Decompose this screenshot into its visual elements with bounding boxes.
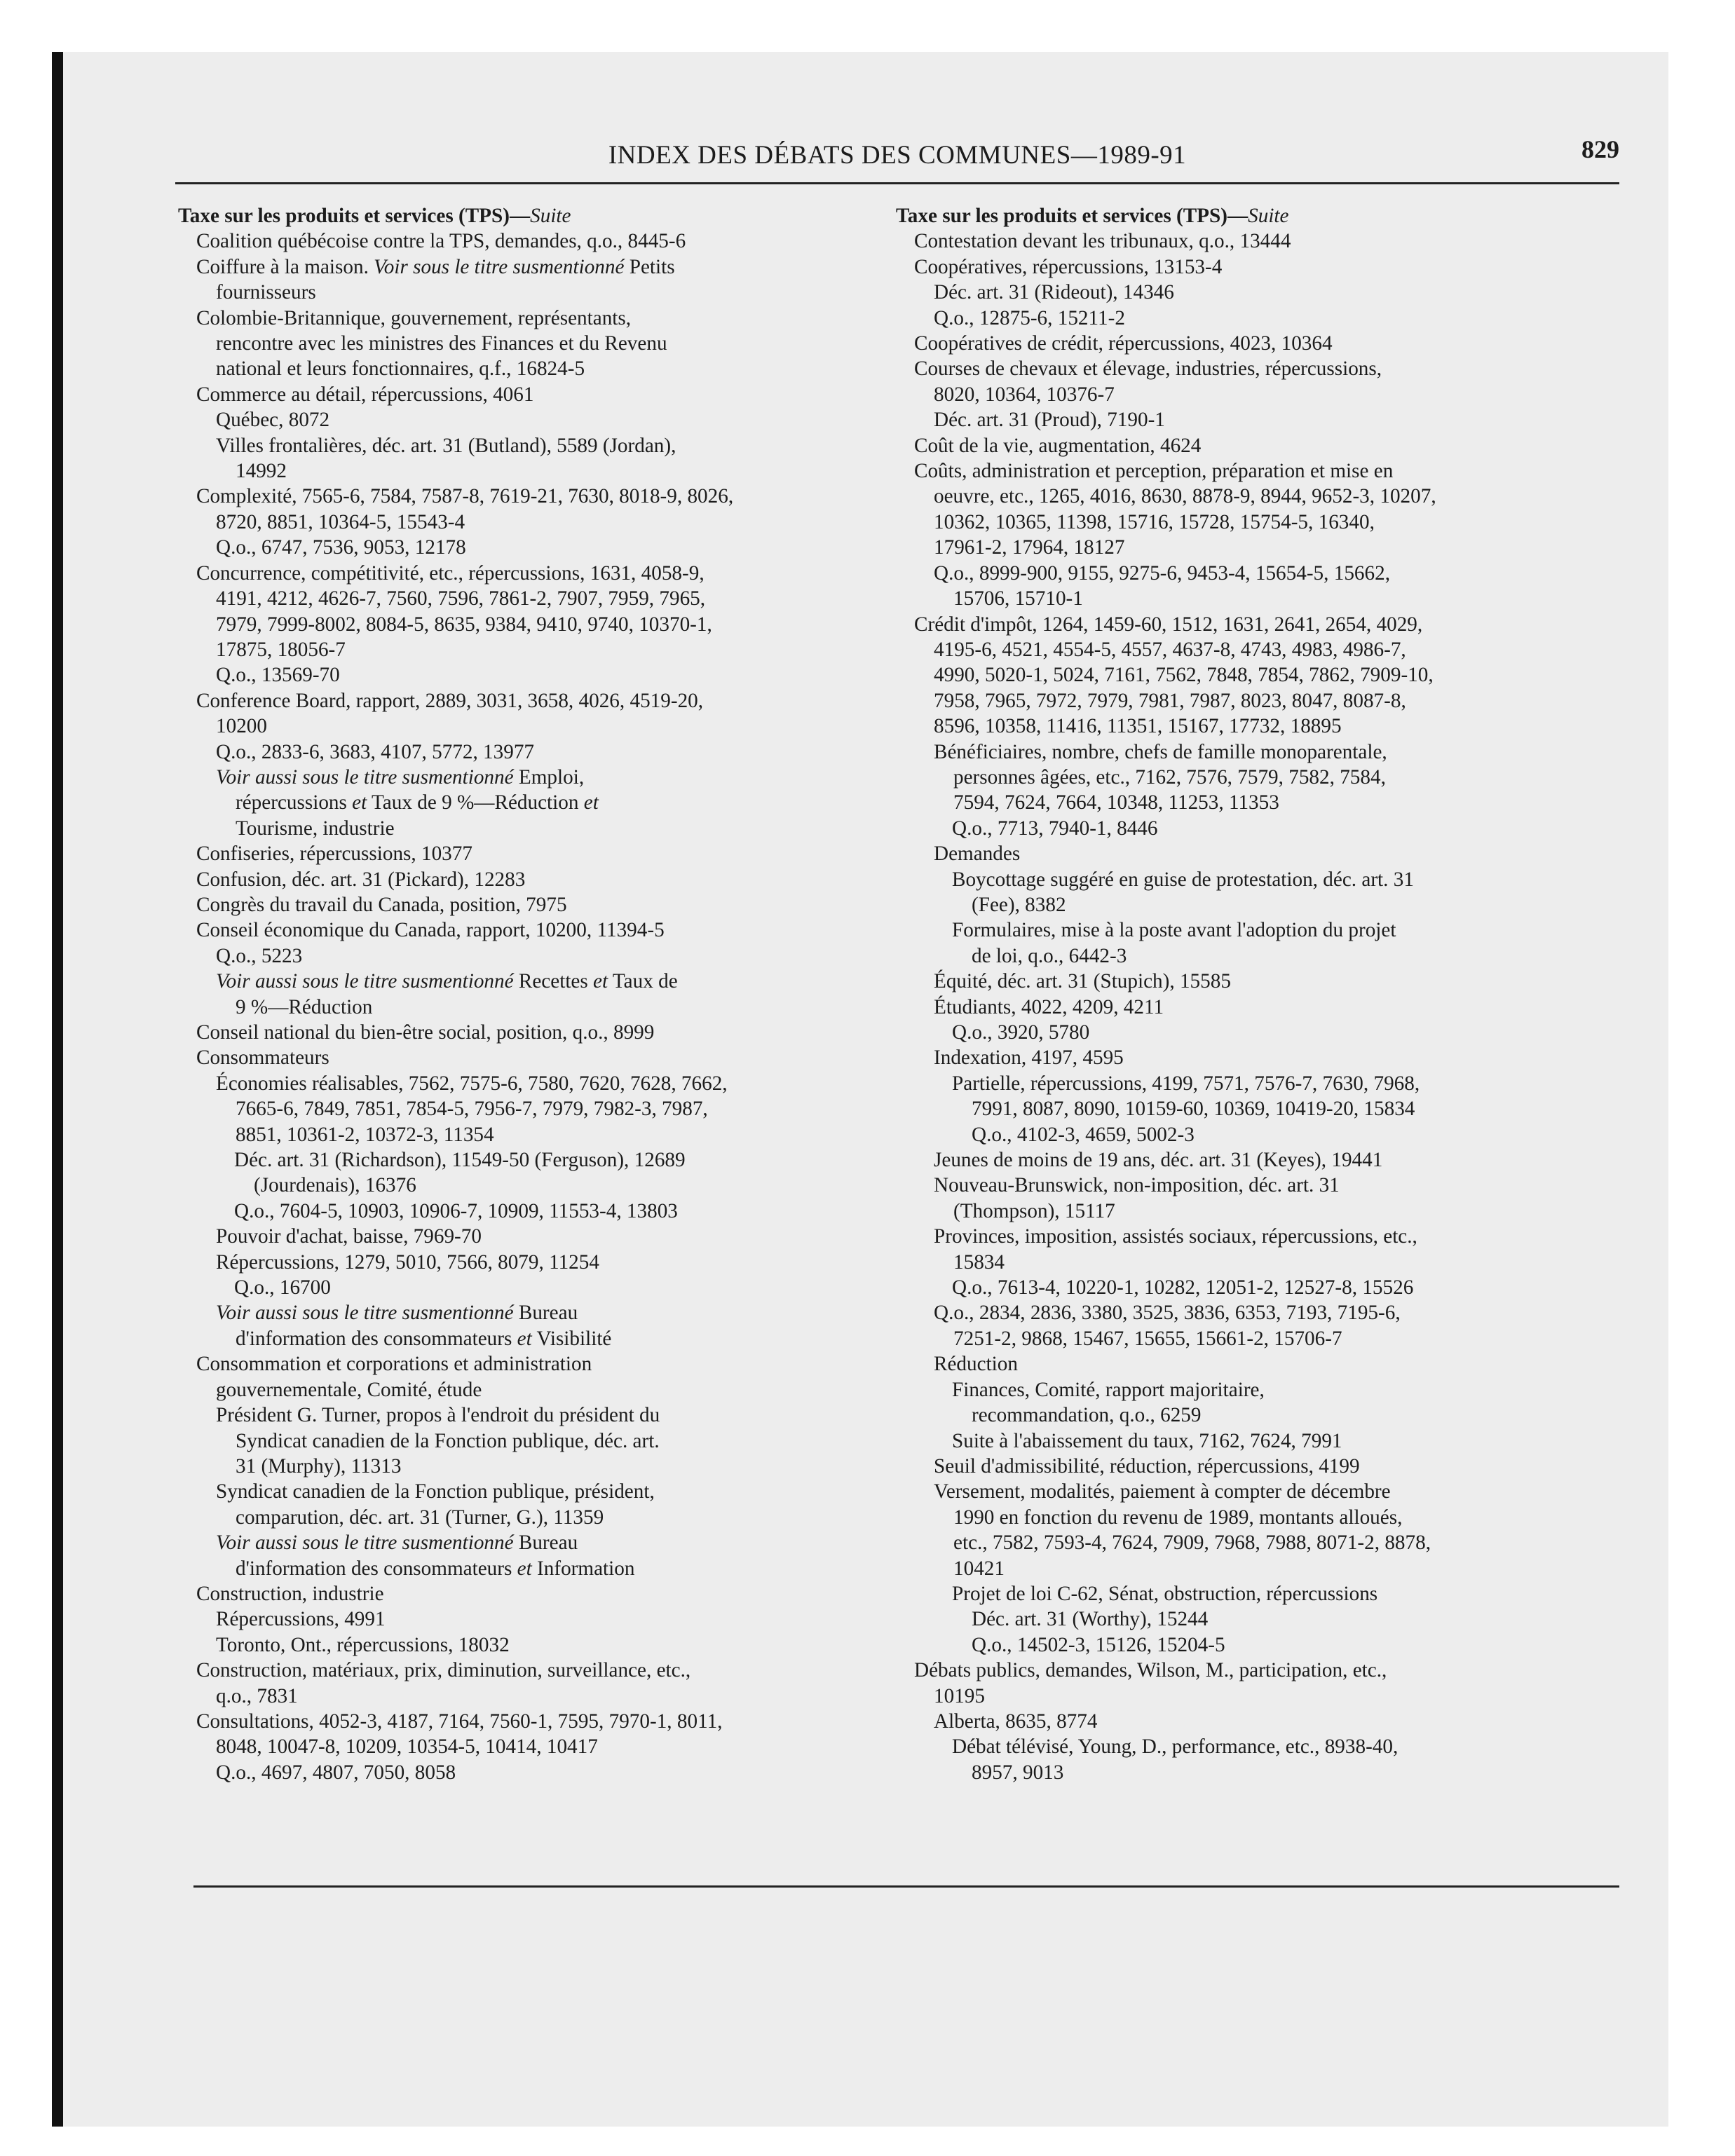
index-entry xyxy=(178,1275,879,1300)
entry-text: Répercussions, 4991 xyxy=(216,1608,386,1631)
index-entry xyxy=(896,1224,1625,1249)
entry-text: Confusion, déc. art. 31 (Pickard), 12283 xyxy=(196,868,526,891)
cross-reference-text: et xyxy=(352,791,367,814)
index-entry-continuation xyxy=(178,637,879,662)
index-entry xyxy=(896,433,1625,458)
entry-text: Nouveau-Brunswick, non-imposition, déc. art. 31 xyxy=(934,1174,1340,1197)
index-entry xyxy=(178,688,879,714)
index-entry xyxy=(178,892,879,917)
index-entry-continuation xyxy=(896,535,1625,560)
entry-text: Q.o., 7713, 7940-1, 8446 xyxy=(952,817,1158,840)
index-entry-continuation xyxy=(178,1122,879,1147)
entry-text: Déc. art. 31 (Worthy), 15244 xyxy=(972,1608,1209,1631)
index-entry-continuation xyxy=(178,612,879,637)
index-entry xyxy=(896,995,1625,1020)
entry-text: 4195-6, 4521, 4554-5, 4557, 4637-8, 4743, 4983, 4986-7, xyxy=(934,638,1406,661)
entry-text: Colombie-Britannique, gouvernement, représentants, xyxy=(196,306,632,329)
entry-text: 17961-2, 17964, 18127 xyxy=(934,536,1125,559)
index-entry xyxy=(178,561,879,586)
entry-text: oeuvre, etc., 1265, 4016, 8630, 8878-9, 8944, 9652-3, 10207, xyxy=(934,485,1436,508)
entry-text: Emploi, xyxy=(513,765,585,789)
index-entry xyxy=(178,1300,879,1325)
index-entry-continuation xyxy=(178,586,879,611)
index-entry xyxy=(896,1479,1625,1504)
entry-text: Q.o., 6747, 7536, 9053, 12178 xyxy=(216,536,466,559)
entry-text: Commerce au détail, répercussions, 4061 xyxy=(196,383,534,406)
index-entry-continuation xyxy=(178,714,879,739)
entry-text: Déc. art. 31 (Richardson), 11549-50 (Ferguson), 12689 xyxy=(234,1149,686,1172)
index-entry xyxy=(178,1147,879,1173)
entry-text: 14992 xyxy=(236,460,287,483)
index-entry xyxy=(178,484,879,509)
index-entry-continuation xyxy=(896,892,1625,917)
entry-text: Demandes xyxy=(934,842,1021,866)
index-entry-continuation xyxy=(178,1454,879,1479)
index-entry xyxy=(896,1147,1625,1173)
index-entry-continuation xyxy=(896,1250,1625,1275)
entry-text: Conference Board, rapport, 2889, 3031, 3658, 4026, 4519-20, xyxy=(196,689,704,712)
entry-text: 7665-6, 7849, 7851, 7854-5, 7956-7, 7979, 7982-3, 7987, xyxy=(236,1098,708,1121)
entry-text: (Thompson), 15117 xyxy=(953,1199,1115,1222)
entry-text: Villes frontalières, déc. art. 31 (Butland), 5589 (Jordan), xyxy=(216,434,676,457)
index-entry xyxy=(178,1071,879,1096)
index-entry xyxy=(896,1377,1625,1403)
cross-reference-text: et xyxy=(583,791,599,814)
index-entry xyxy=(178,1351,879,1377)
index-entry-continuation xyxy=(896,1556,1625,1581)
entry-text: Consommateurs xyxy=(196,1046,329,1070)
index-entry xyxy=(896,969,1625,994)
entry-text: Q.o., 12875-6, 15211-2 xyxy=(934,306,1125,329)
entry-text: Q.o., 2834, 2836, 3380, 3525, 3836, 6353, 7193, 7195-6, xyxy=(934,1302,1401,1325)
index-entry xyxy=(896,254,1625,280)
index-entry xyxy=(178,662,879,688)
entry-text: Coiffure à la maison. xyxy=(196,255,374,278)
entry-text: 7594, 7624, 7664, 10348, 11253, 11353 xyxy=(953,791,1279,814)
entry-text: Déc. art. 31 (Proud), 7190-1 xyxy=(934,409,1165,432)
entry-text: Débats publics, demandes, Wilson, M., participation, etc., xyxy=(914,1659,1387,1682)
index-entry xyxy=(896,841,1625,866)
entry-text: Q.o., 14502-3, 15126, 15204-5 xyxy=(972,1633,1225,1656)
entry-text: national et leurs fonctionnaires, q.f., 16824-5 xyxy=(216,357,585,381)
index-entry xyxy=(178,739,879,765)
index-entry-continuation xyxy=(896,790,1625,815)
index-entry xyxy=(178,841,879,866)
entry-text: Information xyxy=(531,1557,635,1580)
entry-text: Provinces, imposition, assistés sociaux, répercussions, etc., xyxy=(934,1225,1417,1248)
index-entry-continuation xyxy=(896,1096,1625,1121)
entry-text: Construction, matériaux, prix, diminution, surveillance, etc., xyxy=(196,1659,691,1682)
heading-text: Taxe sur les produits et services (TPS)— xyxy=(896,205,1248,227)
entry-text: Taux de xyxy=(608,970,678,993)
entry-text: Q.o., 3920, 5780 xyxy=(952,1021,1090,1044)
entry-text: Bénéficiaires, nombre, chefs de famille monoparentale, xyxy=(934,740,1387,763)
entry-text: 7958, 7965, 7972, 7979, 7981, 7987, 8023, 8047, 8087-8, xyxy=(934,689,1406,712)
entry-text: Québec, 8072 xyxy=(216,409,330,432)
entry-text: 15706, 15710-1 xyxy=(953,587,1083,610)
index-entry-continuation xyxy=(896,1632,1625,1658)
index-entry-continuation xyxy=(896,1199,1625,1224)
cross-reference-text: et xyxy=(517,1327,532,1350)
entry-text: Suite à l'abaissement du taux, 7162, 7624, 7991 xyxy=(952,1429,1342,1452)
entry-text: Tourisme, industrie xyxy=(236,817,395,840)
index-entry xyxy=(896,561,1625,586)
entry-text: Concurrence, compétitivité, etc., répercussions, 1631, 4058-9, xyxy=(196,561,705,585)
index-entry xyxy=(178,969,879,994)
index-entry xyxy=(178,382,879,407)
entry-text: Toronto, Ont., répercussions, 18032 xyxy=(216,1633,510,1656)
entry-text: Indexation, 4197, 4595 xyxy=(934,1046,1124,1070)
index-entry xyxy=(896,228,1625,254)
index-entry-continuation xyxy=(896,943,1625,969)
entry-text: Répercussions, 1279, 5010, 7566, 8079, 11254 xyxy=(216,1250,599,1274)
entry-text: fournisseurs xyxy=(216,281,316,304)
entry-text: Q.o., 5223 xyxy=(216,944,303,967)
index-entry xyxy=(896,407,1625,432)
index-entry-continuation xyxy=(896,688,1625,714)
entry-text: 7991, 8087, 8090, 10159-60, 10369, 10419-20, 15834 xyxy=(972,1098,1415,1121)
index-entry-continuation xyxy=(896,484,1625,509)
cross-reference-text: Voir aussi sous le titre susmentionné xyxy=(216,970,514,993)
index-entry xyxy=(896,1300,1625,1325)
entry-text: 8851, 10361-2, 10372-3, 11354 xyxy=(236,1123,494,1146)
entry-text: Déc. art. 31 (Rideout), 14346 xyxy=(934,281,1174,304)
entry-text: Coût de la vie, augmentation, 4624 xyxy=(914,434,1202,457)
index-entry-continuation xyxy=(896,765,1625,790)
cross-reference-text: et xyxy=(593,970,608,993)
index-entry-continuation xyxy=(896,714,1625,739)
page-header xyxy=(175,135,1619,177)
entry-text: Seuil d'admissibilité, réduction, répercussions, 4199 xyxy=(934,1454,1360,1478)
index-entry xyxy=(896,1709,1625,1734)
entry-text: Projet de loi C-62, Sénat, obstruction, répercussions xyxy=(952,1582,1378,1605)
left-index-column xyxy=(178,203,879,1785)
entry-text: Équité, déc. art. 31 (Stupich), 15585 xyxy=(934,970,1231,993)
entry-text: 10195 xyxy=(934,1684,985,1707)
index-entry xyxy=(178,1709,879,1734)
index-entry xyxy=(178,1760,879,1785)
entry-text: 7251-2, 9868, 15467, 15655, 15661-2, 15706-7 xyxy=(953,1327,1342,1350)
index-entry xyxy=(178,1581,879,1606)
entry-text: Versement, modalités, paiement à compter de décembre xyxy=(934,1480,1391,1503)
index-entry-continuation xyxy=(178,1173,879,1198)
scan-binding-edge xyxy=(52,52,63,2127)
entry-text: recommandation, q.o., 6259 xyxy=(972,1404,1202,1427)
index-entry xyxy=(896,1275,1625,1300)
index-entry xyxy=(178,254,879,280)
index-entry xyxy=(178,1403,879,1428)
index-entry xyxy=(178,1250,879,1275)
index-entry xyxy=(178,1479,879,1504)
entry-text: d'information des consommateurs xyxy=(236,1327,517,1350)
index-entry xyxy=(178,407,879,432)
index-entry-continuation xyxy=(896,1122,1625,1147)
entry-text: de loi, q.o., 6442-3 xyxy=(972,944,1127,967)
entry-text: Coûts, administration et perception, préparation et mise en xyxy=(914,460,1394,483)
entry-text: Q.o., 7604-5, 10903, 10906-7, 10909, 11553-4, 13803 xyxy=(234,1199,678,1222)
index-entry-continuation xyxy=(178,1096,879,1121)
index-entry-continuation xyxy=(178,1734,879,1759)
index-entry xyxy=(896,1734,1625,1759)
entry-text: (Fee), 8382 xyxy=(972,893,1066,916)
index-entry xyxy=(896,1454,1625,1479)
index-entry-continuation xyxy=(178,1556,879,1581)
entry-text: Conseil économique du Canada, rapport, 10200, 11394-5 xyxy=(196,919,665,942)
entry-text: personnes âgées, etc., 7162, 7576, 7579, 7582, 7584, xyxy=(953,765,1386,789)
index-entry xyxy=(896,1173,1625,1198)
entry-text: Coopératives de crédit, répercussions, 4023, 10364 xyxy=(914,332,1333,355)
index-entry-continuation xyxy=(178,790,879,815)
index-entry-continuation xyxy=(896,1684,1625,1709)
index-entry xyxy=(178,867,879,892)
entry-text: Pouvoir d'achat, baisse, 7969-70 xyxy=(216,1225,482,1248)
entry-text: 10362, 10365, 11398, 15716, 15728, 15754-5, 16340, xyxy=(934,510,1375,533)
index-entry-continuation xyxy=(896,1326,1625,1351)
index-entry xyxy=(896,458,1625,484)
entry-text: Confiseries, répercussions, 10377 xyxy=(196,842,472,866)
index-entry xyxy=(896,1581,1625,1606)
index-entry-continuation xyxy=(896,510,1625,535)
page-title: INDEX DES DÉBATS DES COMMUNES—1989-91 xyxy=(608,141,1187,170)
index-entry xyxy=(896,331,1625,356)
index-entry xyxy=(896,280,1625,305)
index-entry xyxy=(178,306,879,331)
index-entry xyxy=(178,1606,879,1632)
entry-text: Débat télévisé, Young, D., performance, etc., 8938-40, xyxy=(952,1735,1399,1759)
entry-text: Finances, Comité, rapport majoritaire, xyxy=(952,1378,1265,1401)
index-entry xyxy=(896,612,1625,637)
page-number: 829 xyxy=(1581,135,1619,163)
entry-text: etc., 7582, 7593-4, 7624, 7909, 7968, 7988, 8071-2, 8878, xyxy=(953,1531,1431,1555)
entry-text: 9 %—Réduction xyxy=(236,995,373,1018)
index-entry-continuation xyxy=(178,458,879,484)
entry-text: Recettes xyxy=(513,970,594,993)
index-entry xyxy=(178,1020,879,1045)
heading-text: Taxe sur les produits et services (TPS)— xyxy=(178,205,531,227)
index-entry xyxy=(896,1071,1625,1096)
entry-text: (Jourdenais), 16376 xyxy=(254,1174,416,1197)
entry-text: Crédit d'impôt, 1264, 1459-60, 1512, 1631, 2641, 2654, 4029, xyxy=(914,613,1423,636)
cross-reference-text: Voir aussi sous le titre susmentionné xyxy=(216,765,514,789)
entry-text: Contestation devant les tribunaux, q.o., 13444 xyxy=(914,230,1291,253)
entry-text: Conseil national du bien-être social, position, q.o., 8999 xyxy=(196,1021,655,1044)
index-entry-continuation xyxy=(178,1428,879,1454)
index-entry xyxy=(896,1045,1625,1070)
entry-text: Économies réalisables, 7562, 7575-6, 7580, 7620, 7628, 7662, xyxy=(216,1072,728,1095)
index-entry-continuation xyxy=(896,662,1625,688)
index-entry-continuation xyxy=(178,816,879,841)
index-entry-continuation xyxy=(896,1606,1625,1632)
index-heading xyxy=(896,203,1625,228)
cross-reference-text: et xyxy=(517,1557,532,1580)
entry-text: 10421 xyxy=(953,1557,1005,1580)
index-entry xyxy=(896,1020,1625,1045)
entry-text: répercussions xyxy=(236,791,353,814)
entry-text: d'information des consommateurs xyxy=(236,1557,517,1580)
index-entry-continuation xyxy=(178,510,879,535)
entry-text: Syndicat canadien de la Fonction publique, président, xyxy=(216,1480,655,1503)
entry-text: Jeunes de moins de 19 ans, déc. art. 31 (Keyes), 19441 xyxy=(934,1149,1383,1172)
index-entry xyxy=(178,1530,879,1555)
index-entry xyxy=(178,228,879,254)
index-entry-continuation xyxy=(178,280,879,305)
header-rule xyxy=(175,182,1619,184)
index-entry-continuation xyxy=(896,1403,1625,1428)
entry-text: 1990 en fonction du revenu de 1989, montants alloués, xyxy=(953,1506,1403,1529)
index-entry-continuation xyxy=(178,1326,879,1351)
entry-text: 4191, 4212, 4626-7, 7560, 7596, 7861-2, 7907, 7959, 7965, xyxy=(216,587,706,610)
entry-text: Q.o., 13569-70 xyxy=(216,664,340,687)
index-entry xyxy=(896,867,1625,892)
entry-text: Formulaires, mise à la poste avant l'adoption du projet xyxy=(952,919,1396,942)
entry-text: 4990, 5020-1, 5024, 7161, 7562, 7848, 7854, 7862, 7909-10, xyxy=(934,664,1434,687)
entry-text: gouvernementale, Comité, étude xyxy=(216,1378,482,1401)
index-entry xyxy=(178,1224,879,1249)
entry-text: Réduction xyxy=(934,1353,1018,1376)
entry-text: 8020, 10364, 10376-7 xyxy=(934,383,1115,406)
index-entries xyxy=(178,228,879,1785)
index-entry xyxy=(178,1045,879,1070)
index-entry xyxy=(178,433,879,458)
entry-text: Courses de chevaux et élevage, industries, répercussions, xyxy=(914,357,1382,381)
entry-text: 8720, 8851, 10364-5, 15543-4 xyxy=(216,510,465,533)
entry-text: Q.o., 4102-3, 4659, 5002-3 xyxy=(972,1123,1195,1146)
entry-text: 15834 xyxy=(953,1250,1005,1274)
entry-text: rencontre avec les ministres des Finances et du Revenu xyxy=(216,332,667,355)
entry-text: Visibilité xyxy=(531,1327,612,1350)
entry-text: 8596, 10358, 11416, 11351, 15167, 17732, 18895 xyxy=(934,715,1342,738)
index-entries xyxy=(896,228,1625,1785)
entry-text: q.o., 7831 xyxy=(216,1684,298,1707)
index-entry-continuation xyxy=(896,586,1625,611)
heading-suite: Suite xyxy=(530,205,571,227)
entry-text: 8048, 10047-8, 10209, 10354-5, 10414, 10417 xyxy=(216,1735,598,1759)
index-entry xyxy=(178,765,879,790)
footer-rule xyxy=(193,1885,1619,1888)
index-entry xyxy=(896,1658,1625,1683)
index-entry-continuation xyxy=(896,1530,1625,1555)
entry-text: Q.o., 16700 xyxy=(234,1276,331,1299)
index-entry xyxy=(896,917,1625,943)
index-entry xyxy=(896,816,1625,841)
index-entry xyxy=(896,306,1625,331)
index-entry xyxy=(178,1199,879,1224)
index-entry-continuation xyxy=(178,331,879,356)
index-entry xyxy=(896,739,1625,765)
entry-text: 31 (Murphy), 11313 xyxy=(236,1454,402,1478)
entry-text: comparution, déc. art. 31 (Turner, G.), 11359 xyxy=(236,1506,604,1529)
index-entry xyxy=(896,356,1625,381)
right-index-column xyxy=(896,203,1625,1785)
entry-text: Boycottage suggéré en guise de protestation, déc. art. 31 xyxy=(952,868,1414,891)
index-entry-continuation xyxy=(178,1684,879,1709)
entry-text: Congrès du travail du Canada, position, 7975 xyxy=(196,893,567,916)
cross-reference-text: Voir sous le titre susmentionné xyxy=(374,255,625,278)
entry-text: Président G. Turner, propos à l'endroit du président du xyxy=(216,1404,660,1427)
entry-text: Partielle, répercussions, 4199, 7571, 7576-7, 7630, 7968, xyxy=(952,1072,1420,1095)
entry-text: 7979, 7999-8002, 8084-5, 8635, 9384, 9410, 9740, 10370-1, xyxy=(216,613,712,636)
cross-reference-text: Voir aussi sous le titre susmentionné xyxy=(216,1531,514,1555)
index-entry xyxy=(178,943,879,969)
entry-text: Consultations, 4052-3, 4187, 7164, 7560-1, 7595, 7970-1, 8011, xyxy=(196,1710,723,1733)
index-entry-continuation xyxy=(896,1505,1625,1530)
entry-text: Q.o., 4697, 4807, 7050, 8058 xyxy=(216,1761,456,1784)
entry-text: Q.o., 2833-6, 3683, 4107, 5772, 13977 xyxy=(216,740,535,763)
entry-text: 8957, 9013 xyxy=(972,1761,1064,1784)
entry-text: Taux de 9 %—Réduction xyxy=(367,791,584,814)
entry-text: Coopératives, répercussions, 13153-4 xyxy=(914,255,1223,278)
index-entry-continuation xyxy=(896,637,1625,662)
index-entry-continuation xyxy=(896,382,1625,407)
index-entry-continuation xyxy=(178,356,879,381)
index-entry xyxy=(178,1632,879,1658)
entry-text: 10200 xyxy=(216,715,267,738)
entry-text: Étudiants, 4022, 4209, 4211 xyxy=(934,995,1164,1018)
index-heading xyxy=(178,203,879,228)
entry-text: Bureau xyxy=(513,1531,578,1555)
entry-text: Construction, industrie xyxy=(196,1582,384,1605)
index-entry xyxy=(896,1351,1625,1377)
index-entry xyxy=(178,917,879,943)
entry-text: Coalition québécoise contre la TPS, demandes, q.o., 8445-6 xyxy=(196,230,686,253)
entry-text: Q.o., 8999-900, 9155, 9275-6, 9453-4, 15654-5, 15662, xyxy=(934,561,1391,585)
entry-text: Petits xyxy=(624,255,675,278)
index-entry-continuation xyxy=(896,1760,1625,1785)
index-entry-continuation xyxy=(178,1377,879,1403)
entry-text: Syndicat canadien de la Fonction publique, déc. art. xyxy=(236,1429,660,1452)
entry-text: Q.o., 7613-4, 10220-1, 10282, 12051-2, 12527-8, 15526 xyxy=(952,1276,1414,1299)
index-entry-continuation xyxy=(178,995,879,1020)
entry-text: Consommation et corporations et administration xyxy=(196,1353,592,1376)
index-entry xyxy=(896,1428,1625,1454)
entry-text: Alberta, 8635, 8774 xyxy=(934,1710,1098,1733)
entry-text: 17875, 18056-7 xyxy=(216,638,346,661)
entry-text: Complexité, 7565-6, 7584, 7587-8, 7619-21, 7630, 8018-9, 8026, xyxy=(196,485,734,508)
index-entry xyxy=(178,1658,879,1683)
entry-text: Bureau xyxy=(513,1302,578,1325)
index-entry-continuation xyxy=(178,1505,879,1530)
index-entry xyxy=(178,535,879,560)
cross-reference-text: Voir aussi sous le titre susmentionné xyxy=(216,1302,514,1325)
heading-suite: Suite xyxy=(1248,205,1289,227)
